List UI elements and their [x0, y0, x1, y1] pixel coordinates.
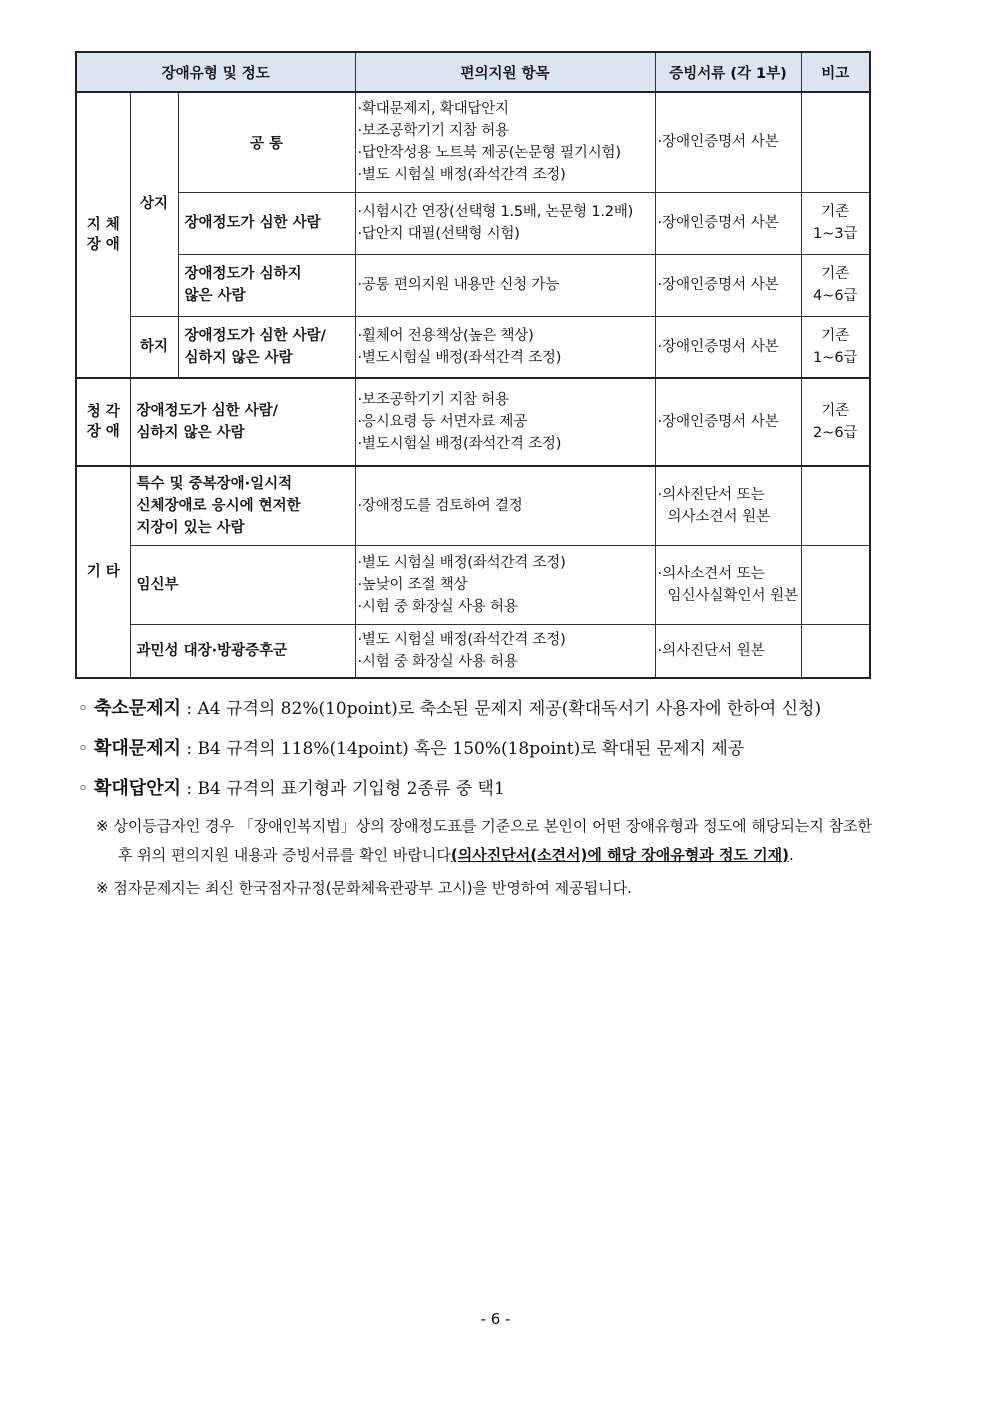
header-disability-type: 장애유형 및 정도: [76, 52, 355, 92]
term-reduced-paper: 축소문제지: [94, 698, 181, 719]
header-support-items: 편의지원 항목: [355, 52, 655, 92]
items-common: ·확대문제지, 확대답안지 ·보조공학기기 지참 허용 ·답안작성용 노트북 제공(논문형 필기시험) ·별도 시험실 배정(좌석간격 조정): [355, 92, 655, 192]
note-ibs: [801, 624, 870, 678]
items-lower: ·휠체어 전용책상(높은 책상) ·별도시험실 배정(좌석간격 조정): [355, 316, 655, 378]
note-veterans: ※ 상이등급자인 경우 「장애인복지법」상의 장애정도표를 기준으로 본인이 어떤 장애유형과 정도에 해당되는지 참조한 후 위의 편의지원 내용과 증빙서류를 확인 바랍니다(의사진단서(소견서)에 해당 장애유형과 정도 기재).: [96, 817, 873, 864]
note-common: [801, 92, 870, 192]
doc-mild: ·장애인증명서 사본: [655, 254, 801, 316]
label-ibs: 과민성 대장·방광증후군: [130, 624, 355, 678]
note-mild: 기존 4~6급: [801, 254, 870, 316]
category-other: 기 타: [76, 466, 130, 678]
bullet-marker: ◦: [78, 779, 89, 799]
header-remarks: 비고: [801, 52, 870, 92]
doc-hearing: ·장애인증명서 사본: [655, 378, 801, 466]
bullet-marker: ◦: [78, 739, 89, 759]
table-row: [76, 378, 870, 466]
table-row: [76, 624, 870, 678]
list-item: [78, 774, 878, 814]
label-common: 공 통: [178, 92, 355, 192]
label-lower: 장애정도가 심한 사람/ 심하지 않은 사람: [178, 316, 355, 378]
desc-enlarged-answer: : B4 규격의 표기형과 기입형 2종류 중 택1: [180, 779, 505, 799]
items-ibs: ·별도 시험실 배정(좌석간격 조정) ·시험 중 화장실 사용 허용: [355, 624, 655, 678]
note-braille: ※ 점자문제지는 최신 한국점자규정(문화체육관광부 고시)을 반영하여 제공됩니다.: [96, 879, 632, 897]
doc-special: ·의사진단서 또는 의사소견서 원본: [655, 466, 801, 545]
desc-reduced-paper: : A4 규격의 82%(10point)로 축소된 문제지 제공(확대독서기 사용자에 한하여 신청): [180, 699, 822, 719]
note-pregnant: [801, 545, 870, 624]
term-enlarged-answer: 확대답안지: [94, 778, 181, 799]
doc-lower: ·장애인증명서 사본: [655, 316, 801, 378]
category-lower-limb: 하지: [130, 316, 178, 378]
bullet-marker: ◦: [78, 699, 89, 719]
desc-enlarged-paper: : B4 규격의 118%(14point) 혹은 150%(18point)로 확대된 문제지 제공: [180, 739, 745, 759]
doc-ibs: ·의사진단서 원본: [655, 624, 801, 678]
table-row: [76, 254, 870, 316]
note-special: [801, 466, 870, 545]
items-mild: ·공통 편의지원 내용만 신청 가능: [355, 254, 655, 316]
term-enlarged-paper: 확대문제지: [94, 738, 181, 759]
list-item: [78, 694, 878, 734]
items-special: ·장애정도를 검토하여 결정: [355, 466, 655, 545]
notes: [96, 812, 876, 903]
items-hearing: ·보조공학기기 지참 허용 ·응시요령 등 서면자료 제공 ·별도시험실 배정(좌석간격 조정): [355, 378, 655, 466]
label-mild: 장애정도가 심하지 않은 사람: [178, 254, 355, 316]
label-severe: 장애정도가 심한 사람: [178, 192, 355, 254]
items-pregnant: ·별도 시험실 배정(좌석간격 조정) ·높낮이 조절 책상 ·시험 중 화장실 사용 허용: [355, 545, 655, 624]
note-hearing: 기존 2~6급: [801, 378, 870, 466]
note-severe: 기존 1~3급: [801, 192, 870, 254]
list-item: [78, 734, 878, 774]
note-lower: 기존 1~6급: [801, 316, 870, 378]
doc-pregnant: ·의사소견서 또는 임신사실확인서 원본: [655, 545, 801, 624]
page-number: - 6 -: [480, 1310, 511, 1328]
table-row: [76, 466, 870, 545]
category-upper-limb: 상지: [130, 92, 178, 316]
accommodation-table: [75, 51, 871, 679]
category-physical: 지 체 장 애: [76, 92, 130, 378]
doc-common: ·장애인증명서 사본: [655, 92, 801, 192]
table-row: [76, 92, 870, 192]
label-hearing: 장애정도가 심한 사람/ 심하지 않은 사람: [130, 378, 355, 466]
label-special: 특수 및 중복장애·일시적 신체장애로 응시에 현저한 지장이 있는 사람: [130, 466, 355, 545]
bullet-list: [78, 694, 878, 814]
table-row: [76, 192, 870, 254]
label-pregnant: 임신부: [130, 545, 355, 624]
note-emphasis: (의사진단서(소견서)에 해당 장애유형과 정도 기재): [450, 846, 790, 864]
header-documents: 증빙서류 (각 1부): [655, 52, 801, 92]
category-hearing: 청 각 장 애: [76, 378, 130, 466]
doc-severe: ·장애인증명서 사본: [655, 192, 801, 254]
items-severe: ·시험시간 연장(선택형 1.5배, 논문형 1.2배) ·답안지 대필(선택형 시험): [355, 192, 655, 254]
table-row: [76, 316, 870, 378]
table-row: [76, 545, 870, 624]
